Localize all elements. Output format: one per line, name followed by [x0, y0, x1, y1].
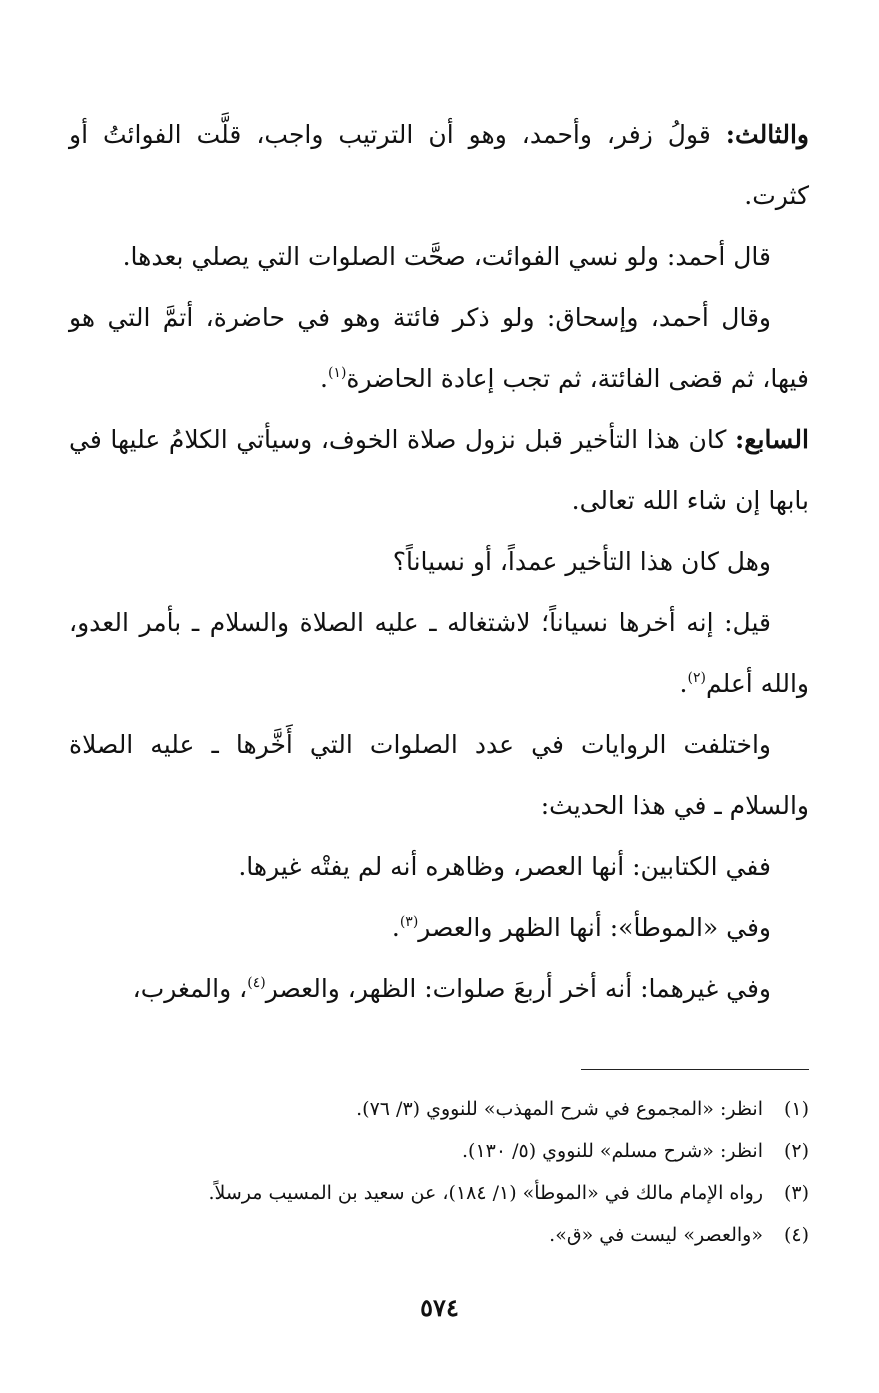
footnotes [69, 1088, 809, 1256]
paragraph-tail: . [391, 913, 400, 942]
paragraph-tail: . [319, 364, 328, 393]
paragraph-7 [69, 714, 809, 836]
footnote-number: (٣) [783, 1182, 809, 1204]
paragraph-tail: . [679, 669, 688, 698]
paragraph-8 [69, 836, 809, 897]
footnote-divider [581, 1069, 809, 1070]
paragraph-text: وفي غيرهما: أنه أخر أربعَ صلوات: الظهر، والعصر [265, 974, 771, 1003]
footnote-ref: (١) [327, 365, 347, 381]
paragraph-6 [69, 592, 809, 714]
paragraph-lead: والثالث: [725, 120, 809, 149]
paragraph-text: وهل كان هذا التأخير عمداً، أو نسياناً؟ [392, 547, 771, 576]
paragraph-3 [69, 287, 809, 409]
footnote-2 [69, 1130, 809, 1172]
main-text [69, 104, 809, 1019]
paragraph-1 [69, 104, 809, 226]
page-number: ٥٧٤ [420, 1293, 459, 1322]
paragraph-text: قولُ زفر، وأحمد، وهو أن الترتيب واجب، قلَّت الفوائتُ أو كثرت. [69, 120, 809, 210]
footnote-ref: (٢) [687, 670, 706, 686]
footnote-4 [69, 1214, 809, 1256]
paragraph-4 [69, 409, 809, 531]
footnote-ref: (٤) [247, 975, 266, 991]
paragraph-5 [69, 531, 809, 592]
paragraph-text: وقال أحمد، وإسحاق: ولو ذكر فائتة وهو في حاضرة، أتمَّ التي هو فيها، ثم قضى الفائتة، ثم تجب إعادة الحاضرة [69, 303, 809, 393]
paragraph-text: قال أحمد: ولو نسي الفوائت، صحَّت الصلوات التي يصلي بعدها. [122, 242, 771, 271]
footnote-text: رواه الإمام مالك في «الموطأ» (١/ ١٨٤)، عن سعيد بن المسيب مرسلاً. [208, 1182, 763, 1204]
footnote-3 [69, 1172, 809, 1214]
footnote-number: (٤) [783, 1224, 809, 1246]
footnote-ref: (٣) [399, 914, 419, 930]
footnote-text: «والعصر» ليست في «ق». [549, 1224, 763, 1246]
paragraph-text: ففي الكتابين: أنها العصر، وظاهره أنه لم يفتْه غيرها. [238, 852, 771, 881]
paragraph-text: كان هذا التأخير قبل نزول صلاة الخوف، وسيأتي الكلامُ عليها في بابها إن شاء الله تعالى. [69, 425, 809, 515]
paragraph-lead: السابع: [735, 425, 809, 454]
paragraph-2 [69, 226, 809, 287]
paragraph-text: قيل: إنه أخرها نسياناً؛ لاشتغاله ـ عليه الصلاة والسلام ـ بأمر العدو، والله أعلم [69, 608, 809, 698]
paragraph-text: وفي «الموطأ»: أنها الظهر والعصر [418, 913, 771, 942]
paragraph-9 [69, 897, 809, 958]
footnote-1 [69, 1088, 809, 1130]
footnote-text: انظر: «المجموع في شرح المهذب» للنووي (٣/ ٧٦). [356, 1098, 763, 1120]
footnote-number: (١) [783, 1098, 809, 1120]
paragraph-tail: ، والمغرب، [132, 974, 248, 1003]
footnote-number: (٢) [783, 1140, 809, 1162]
footnote-text: انظر: «شرح مسلم» للنووي (٥/ ١٣٠). [461, 1140, 763, 1162]
paragraph-text: واختلفت الروايات في عدد الصلوات التي أَخَّرها ـ عليه الصلاة والسلام ـ في هذا الحديث: [69, 730, 809, 820]
paragraph-10 [69, 958, 809, 1019]
